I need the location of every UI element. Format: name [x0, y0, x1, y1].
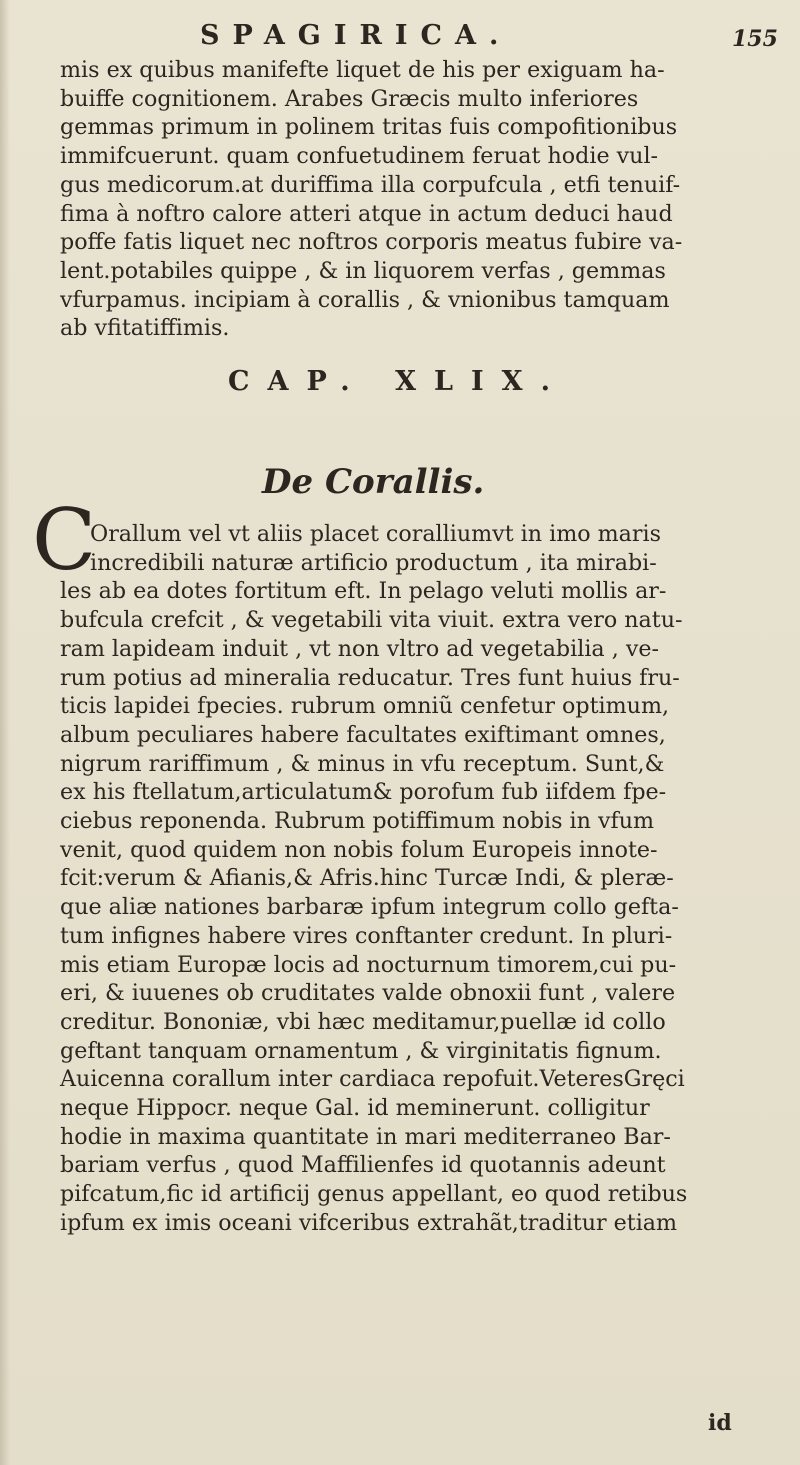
text-line: gus medicorum.at duriffima illa corpufcula , etfi tenuif-	[60, 171, 681, 198]
text-line: ipfum ex imis oceani vifceribus extrahãt,traditur etiam	[60, 1209, 678, 1236]
text-line: ab vfitatiffimis.	[60, 315, 230, 342]
text-line: ex his ftellatum,articulatum& porofum fub iifdem fpe-	[60, 779, 667, 806]
text-line: buiffe cognitionem. Arabes Græcis multo inferiores	[60, 85, 639, 112]
text-line: fima à noftro calore atteri atque in actum deduci haud	[60, 200, 673, 227]
text-line: eri, & iuuenes ob cruditates valde obnoxii funt , valere	[60, 980, 676, 1007]
text-line: ram lapideam induit , vt non vltro ad vegetabilia , ve-	[60, 635, 659, 662]
drop-cap: C	[32, 491, 97, 589]
text-line: que aliæ nationes barbaræ ipfum integrum collo gefta-	[60, 894, 679, 921]
text-line: tum infignes habere vires conftanter credunt. In pluri-	[60, 922, 673, 949]
text-line: gemmas primum in polinem tritas fuis compofitionibus	[60, 114, 678, 141]
text-line: fcit:verum & Afianis,& Afris.hinc Turcæ Indi, & pleræ-	[60, 865, 674, 892]
page-number: 155	[732, 26, 778, 52]
text-line: ticis lapidei fpecies. rubrum omniũ cenfetur optimum,	[60, 693, 670, 720]
text-line: immifcuerunt. quam confuetudinem feruat hodie vul-	[60, 143, 659, 170]
text-line: poffe fatis liquet nec noftros corporis meatus fubire va-	[60, 229, 683, 256]
catchword: id	[708, 1410, 732, 1436]
text-line: ciebus reponenda. Rubrum potiffimum nobis in vfum	[60, 808, 655, 835]
text-line: pifcatum,fic id artificij genus appellant, eo quod retibus	[60, 1181, 688, 1208]
text-line: bufcula crefcit , & vegetabili vita viuit. extra vero natu-	[60, 607, 683, 634]
text-line: venit, quod quidem non nobis folum Europeis innote-	[60, 836, 658, 863]
chapter-heading: CAP. XLIX.	[228, 366, 568, 397]
text-line: incredibili naturæ artificio productum , ita mirabi-	[90, 549, 657, 576]
text-line: rum potius ad mineralia reducatur. Tres funt huius fru-	[60, 664, 680, 691]
text-line: les ab ea dotes fortitum eft. In pelago veluti mollis ar-	[60, 578, 667, 605]
section-title: De Corallis.	[262, 462, 485, 502]
text-line: bariam verfus , quod Maffilienfes id quotannis adeunt	[60, 1152, 666, 1179]
text-line: creditur. Bononiæ, vbi hæc meditamur,puellæ id collo	[60, 1008, 666, 1035]
text-line: lent.potabiles quippe , & in liquorem verfas , gemmas	[60, 257, 666, 284]
running-head: SPAGIRICA.	[200, 20, 512, 51]
paragraph-continued	[60, 56, 780, 343]
text-line: geftant tanquam ornamentum , & virginitatis fignum.	[60, 1037, 662, 1064]
text-line: album peculiares habere facultates exiftimant omnes,	[60, 721, 666, 748]
text-line: nigrum rariffimum , & minus in vfu receptum. Sunt,&	[60, 750, 665, 777]
text-line: Orallum vel vt aliis placet coralliumvt in imo maris	[90, 521, 662, 547]
page-edge-shadow	[0, 0, 10, 1465]
text-line: neque Hippocr. neque Gal. id meminerunt. colligitur	[60, 1095, 650, 1122]
text-line: mis ex quibus manifefte liquet de his per exiguam ha-	[60, 57, 665, 83]
text-line: Auicenna corallum inter cardiaca repofuit.VeteresGręci	[60, 1066, 685, 1093]
text-line: vfurpamus. incipiam à corallis , & vnionibus tamquam	[60, 286, 670, 313]
paragraph-corallis	[60, 520, 780, 1238]
text-line: hodie in maxima quantitate in mari mediterraneo Bar-	[60, 1123, 671, 1150]
text-line: mis etiam Europæ locis ad nocturnum timorem,cui pu-	[60, 951, 677, 978]
